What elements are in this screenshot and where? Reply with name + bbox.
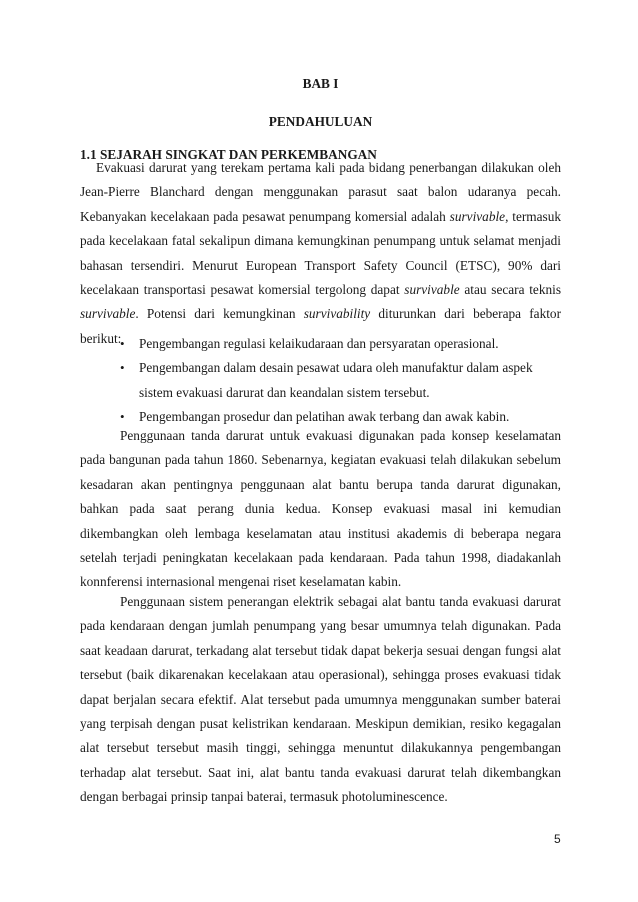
paragraph-1: [80, 156, 561, 351]
bullet-icon: •: [120, 360, 125, 376]
paragraph-3: Penggunaan sistem penerangan elektrik sebagai alat bantu tanda evakuasi darurat pada kendaraan dengan jumlah penumpang yang besar umumnya telah digunakan. Pada saat keadaan darurat, terkadang alat tersebut tidak dapat bekerja sesuai dengan fungsi alat tersebut (baik dikarenakan kecelakaan atau operasional), sehingga proses evakuasi tidak dapat berjalan secara efektif. Alat tersebut pada umumnya menggunakan sumber baterai yang terpisah dengan pusat kelistrikan kendaraan. Meskipun demikian, resiko kegagalan alat tersebut tersebut masih tinggi, sehingga menuntut dilakukannya pengembangan terhadap alat tersebut. Saat ini, alat bantu tanda evakuasi darurat telah dikembangkan dengan berbagai prinsip tanpai baterai, termasuk photoluminescence.: [80, 594, 561, 805]
list-item: [80, 332, 561, 356]
bullet-icon: •: [120, 336, 125, 351]
bullet-icon: •: [120, 409, 125, 425]
document-page: [80, 0, 561, 902]
paragraph-1-italic-1: survivable: [449, 208, 506, 224]
paragraph-1-block: [80, 156, 561, 351]
section-heading: 1.1 SEJARAH SINGKAT DAN PERKEMBANGAN: [80, 147, 377, 162]
paragraph-1-text-5: diturunkan dari beberapa faktor berikut:: [80, 306, 561, 346]
list-item: [80, 356, 561, 405]
bullet-text: Pengembangan prosedur dan pelatihan awak terbang dan awak kabin.: [139, 409, 510, 425]
paragraph-1-text-1: Evakuasi darurat yang terekam pertama kali pada bidang penerbangan dilakukan oleh Jean-Pierre Blanchard dengan menggunakan parasut saat balon udaranya pecah. Kebanyakan kecelakaan pada pesawat penumpang komersial adalah: [80, 160, 561, 224]
paragraph-1-text-4: . Potensi dari kemungkinan: [135, 306, 304, 322]
chapter-title: PENDAHULUAN: [268, 114, 373, 129]
page-number: 5: [554, 832, 561, 846]
bullet-list: [80, 332, 561, 430]
paragraph-1-italic-2: survivable: [404, 282, 460, 298]
paragraph-3-block: [80, 590, 561, 810]
paragraph-1-italic-4: survivability: [303, 306, 371, 322]
paragraph-2: Penggunaan tanda darurat untuk evakuasi digunakan pada konsep keselamatan pada bangunan pada tahun 1860. Sebenarnya, kegiatan evakuasi telah dilakukan sebelum kesadaran akan pentingnya penggunaan alat bantu berupa tanda darurat digunakan, bahkan pada saat perang dunia kedua. Konsep evakuasi masal ini kemudian dikembangkan oleh lembaga keselamatan atau institusi akademis di beberapa negara setelah terjadi peningkatan kecelakaan pada kendaraan. Pada tahun 1998, diadakanlah konnferensi internasional mengenai riset keselamatan kabin.: [80, 428, 561, 590]
paragraph-2-block: [80, 424, 561, 595]
paragraph-1-italic-3: survivable: [80, 306, 136, 322]
paragraph-1-text-2: , termasuk pada kecelakaan fatal sekalipun dimana kemungkinan penumpang untuk selamat menjadi bahasan tersendiri. Menurut European Transport Safety Council (ETSC), 90% dari kecelakaan transportasi pesawat komersial tergolong dapat: [80, 208, 561, 298]
bullet-text: Pengembangan dalam desain pesawat udara oleh manufaktur dalam aspek sistem evakuasi darurat dan keandalan sistem tersebut.: [139, 360, 533, 400]
chapter-label: BAB I: [302, 76, 339, 91]
bullet-text: Pengembangan regulasi kelaikudaraan dan persyaratan operasional.: [139, 336, 499, 351]
paragraph-1-text-3: atau secara teknis: [459, 282, 561, 298]
